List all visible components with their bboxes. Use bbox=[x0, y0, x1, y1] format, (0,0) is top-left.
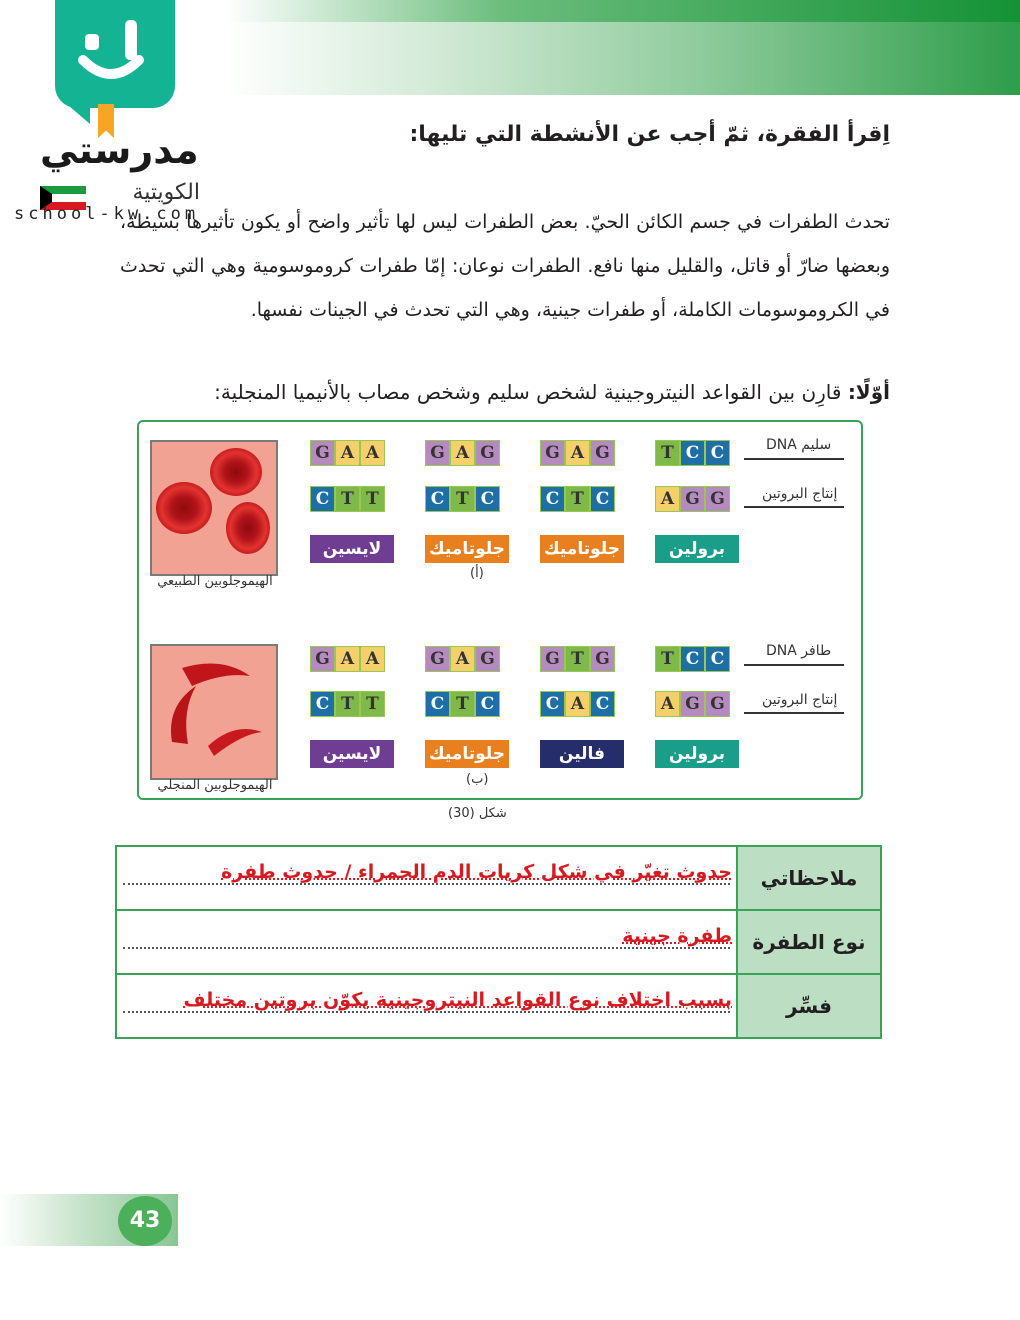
question-text: قارِن بين القواعد النيتروجينية لشخص سليم وشخص مصاب بالأنيميا المنجلية: bbox=[214, 380, 842, 404]
instruction: اِقرأ الفقرة، ثمّ أجب عن الأنشطة التي تليها: bbox=[409, 122, 890, 147]
base-T: T bbox=[335, 691, 360, 717]
base-G: G bbox=[425, 646, 450, 672]
base-C: C bbox=[590, 486, 615, 512]
base-T: T bbox=[450, 486, 475, 512]
base-T: T bbox=[450, 691, 475, 717]
dotted-line bbox=[123, 883, 730, 885]
answer-table bbox=[115, 845, 882, 1039]
row-head-explain: فسِّر bbox=[737, 974, 881, 1038]
logo-subtitle: الكويتية bbox=[132, 180, 200, 205]
base-C: C bbox=[310, 486, 335, 512]
amino-acid-normal: جلوتاميك bbox=[425, 535, 509, 563]
protein-mutant-label: إنتاج البروتين bbox=[762, 692, 838, 708]
base-A: A bbox=[655, 691, 680, 717]
mrna-codon-normal bbox=[655, 486, 730, 512]
mrna-codon-mutant bbox=[425, 691, 500, 717]
base-A: A bbox=[360, 646, 385, 672]
dotted-line bbox=[123, 947, 730, 949]
base-G: G bbox=[475, 440, 500, 466]
base-C: C bbox=[705, 440, 730, 466]
dna-codon-mutant bbox=[425, 646, 500, 672]
amino-acid-mutant: برولين bbox=[655, 740, 739, 768]
base-G: G bbox=[540, 646, 565, 672]
amino-acid-mutant: جلوتاميك bbox=[425, 740, 509, 768]
dna-mutant-arrow bbox=[744, 664, 844, 666]
mrna-codon-mutant bbox=[310, 691, 385, 717]
dotted-line bbox=[123, 1011, 730, 1013]
base-T: T bbox=[565, 646, 590, 672]
table-row bbox=[116, 974, 881, 1038]
page-number: 43 bbox=[118, 1196, 172, 1246]
base-T: T bbox=[360, 486, 385, 512]
base-A: A bbox=[565, 440, 590, 466]
normal-cell-caption: الهيموجلوبين الطبيعي bbox=[157, 574, 273, 589]
paragraph: تحدث الطفرات في جسم الكائن الحيّ. بعض الطفرات ليس لها تأثير واضح أو يكون تأثيرها بسيطة، وبعضها ضارّ أو قاتل، والقليل منها نافع. الطفرات نوعان: إمّا طفرات كروموسومية وهي التي تحدث في الكروموسومات الكاملة، أو طفرات جينية، وهي التي تحدث في الجينات نفسها. bbox=[120, 211, 890, 321]
base-A: A bbox=[360, 440, 385, 466]
base-G: G bbox=[590, 646, 615, 672]
base-A: A bbox=[335, 440, 360, 466]
dna-codon-mutant bbox=[540, 646, 615, 672]
amino-acid-normal: لايسين bbox=[310, 535, 394, 563]
base-G: G bbox=[705, 691, 730, 717]
base-C: C bbox=[425, 486, 450, 512]
question-first bbox=[110, 380, 890, 404]
amino-acid-normal: برولين bbox=[655, 535, 739, 563]
base-C: C bbox=[475, 691, 500, 717]
logo-name: مدرستي bbox=[40, 128, 199, 172]
base-G: G bbox=[425, 440, 450, 466]
normal-rbc-image bbox=[150, 440, 278, 576]
sickle-rbc-image bbox=[150, 644, 278, 780]
base-G: G bbox=[705, 486, 730, 512]
dna-codon-mutant bbox=[655, 646, 730, 672]
logo-badge-tail bbox=[62, 100, 90, 124]
mrna-codon-mutant bbox=[655, 691, 730, 717]
protein-mutant-arrow bbox=[744, 712, 844, 714]
smile-icon bbox=[75, 20, 155, 90]
dna-codon-normal bbox=[655, 440, 730, 466]
answer-explain: بسبب اختلاف نوع القواعد النيتروجينية يكوّن بروتين مختلف bbox=[183, 989, 732, 1011]
table-row bbox=[116, 846, 881, 910]
question-lead: أوّلًا: bbox=[847, 380, 890, 404]
protein-normal-label: إنتاج البروتين bbox=[762, 486, 838, 502]
base-T: T bbox=[565, 486, 590, 512]
base-C: C bbox=[425, 691, 450, 717]
base-G: G bbox=[540, 440, 565, 466]
sickle-rbc-icon bbox=[152, 646, 276, 778]
base-C: C bbox=[705, 646, 730, 672]
dna-normal-label: DNA سليم bbox=[766, 437, 832, 453]
base-G: G bbox=[310, 646, 335, 672]
marker-a: (أ) bbox=[470, 566, 484, 581]
row-head-mutation-type: نوع الطفرة bbox=[737, 910, 881, 974]
amino-acid-mutant: فالين bbox=[540, 740, 624, 768]
base-T: T bbox=[335, 486, 360, 512]
base-A: A bbox=[565, 691, 590, 717]
base-G: G bbox=[590, 440, 615, 466]
amino-acid-normal: جلوتاميك bbox=[540, 535, 624, 563]
protein-normal-arrow bbox=[744, 506, 844, 508]
base-C: C bbox=[680, 646, 705, 672]
base-C: C bbox=[540, 691, 565, 717]
marker-b: (ب) bbox=[466, 772, 489, 787]
dna-codon-mutant bbox=[310, 646, 385, 672]
base-C: C bbox=[310, 691, 335, 717]
mrna-codon-normal bbox=[540, 486, 615, 512]
sickle-cell-caption: الهيموجلوبين المنجلي bbox=[157, 778, 273, 793]
header-stripe bbox=[225, 0, 1020, 22]
logo-url: school-kw.com bbox=[14, 204, 200, 224]
base-C: C bbox=[680, 440, 705, 466]
amino-acid-mutant: لايسين bbox=[310, 740, 394, 768]
mrna-codon-normal bbox=[425, 486, 500, 512]
dna-codon-normal bbox=[425, 440, 500, 466]
base-G: G bbox=[475, 646, 500, 672]
base-T: T bbox=[360, 691, 385, 717]
base-A: A bbox=[450, 440, 475, 466]
answer-cell[interactable] bbox=[116, 846, 737, 910]
base-G: G bbox=[680, 486, 705, 512]
figure-caption: شكل (30) bbox=[448, 806, 507, 821]
dna-codon-normal bbox=[540, 440, 615, 466]
base-T: T bbox=[655, 440, 680, 466]
base-T: T bbox=[655, 646, 680, 672]
base-G: G bbox=[680, 691, 705, 717]
base-C: C bbox=[475, 486, 500, 512]
answer-cell[interactable] bbox=[116, 974, 737, 1038]
answer-mutation-type: طفرة جينية bbox=[622, 925, 732, 947]
answer-cell[interactable] bbox=[116, 910, 737, 974]
base-C: C bbox=[590, 691, 615, 717]
base-A: A bbox=[450, 646, 475, 672]
answer-notes: حدوث تغيّر في شكل كريات الدم الحمراء / حدوث طفرة bbox=[221, 861, 732, 883]
row-head-notes: ملاحظاتي bbox=[737, 846, 881, 910]
normal-rbc-icon bbox=[152, 442, 276, 574]
mrna-codon-normal bbox=[310, 486, 385, 512]
base-C: C bbox=[540, 486, 565, 512]
dna-normal-arrow bbox=[744, 458, 844, 460]
mrna-codon-mutant bbox=[540, 691, 615, 717]
table-row bbox=[116, 910, 881, 974]
base-A: A bbox=[335, 646, 360, 672]
dna-mutant-label: DNA طافر bbox=[766, 643, 832, 659]
dna-codon-normal bbox=[310, 440, 385, 466]
base-G: G bbox=[310, 440, 335, 466]
base-A: A bbox=[655, 486, 680, 512]
